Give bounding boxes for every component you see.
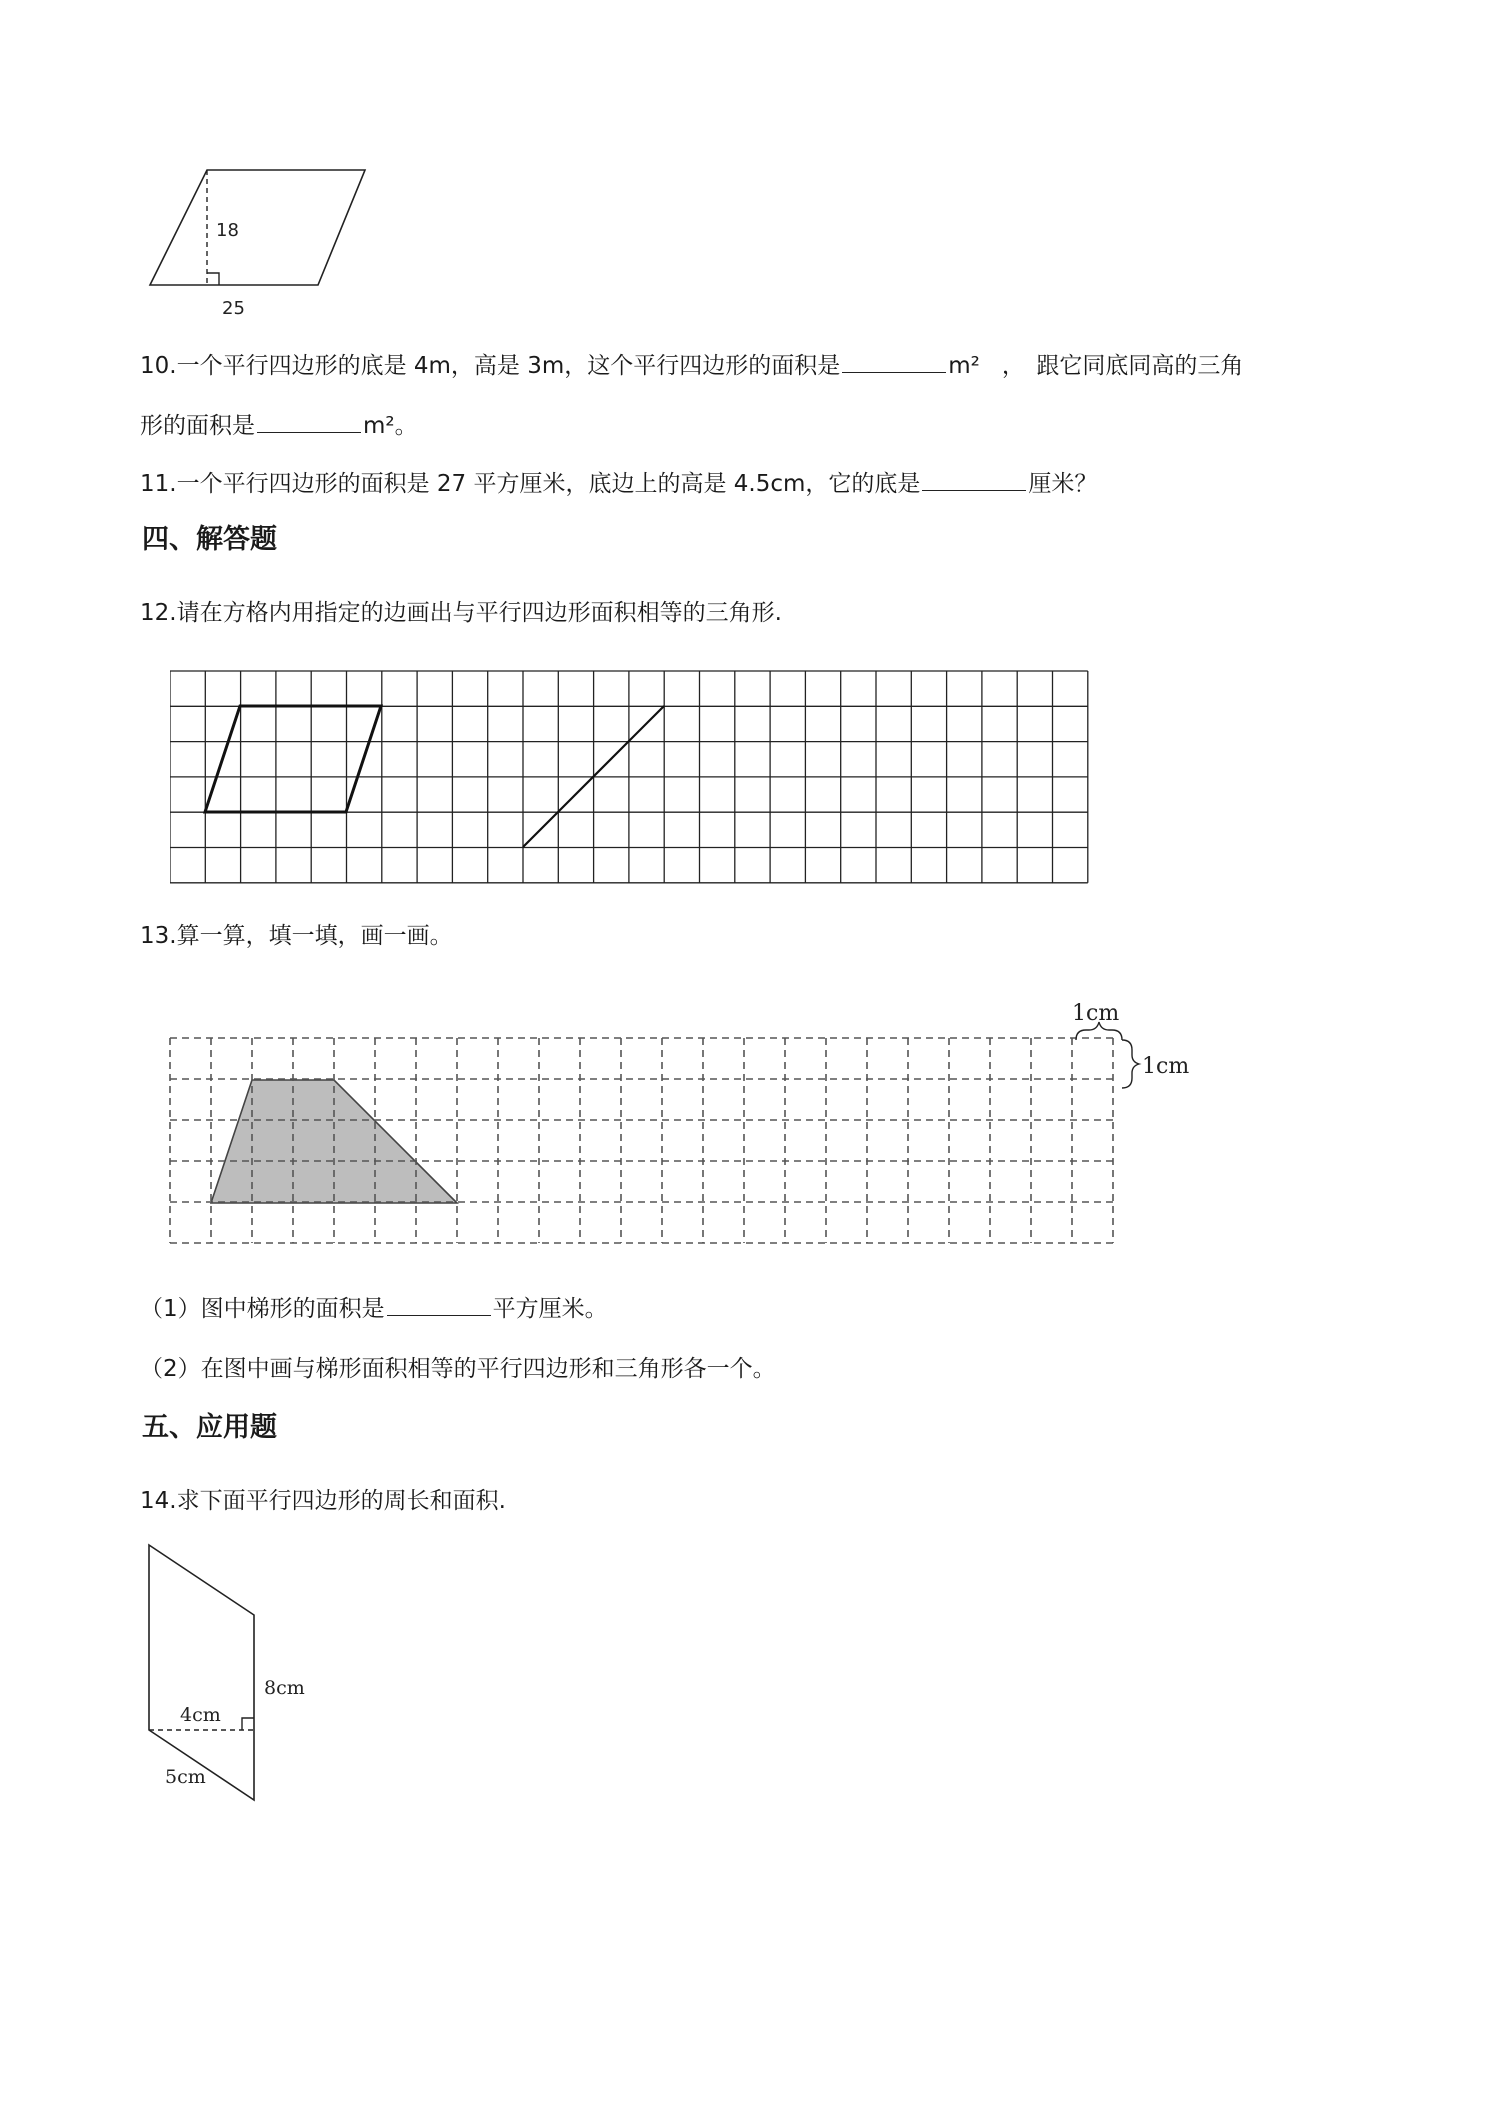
answer-blank-10b[interactable] — [257, 410, 361, 433]
right-angle-mark — [207, 273, 219, 285]
question-13: 13.算一算，填一填，画一画。 — [140, 923, 453, 949]
right-angle-mark — [242, 1718, 254, 1730]
question-10-line-2: 形的面积是 m²。 — [140, 410, 418, 442]
vertical-brace — [1122, 1040, 1139, 1088]
question-11: 11.一个平行四边形的面积是 27 平方厘米，底边上的高是 4.5cm，它的底是 厘米？ — [140, 468, 1097, 500]
section-5-title: 五、应用题 — [142, 1412, 277, 1443]
section-4-title: 四、解答题 — [142, 524, 277, 555]
height-label: 18 — [216, 220, 239, 241]
base-label: 5cm — [165, 1766, 206, 1788]
given-parallelogram — [205, 706, 381, 812]
question-13-sub-1: （1）图中梯形的面积是 平方厘米。 — [140, 1293, 608, 1325]
parallelogram-outline — [150, 170, 365, 285]
dashed-grid-figure-q13 — [160, 992, 1210, 1262]
answer-blank-10a[interactable] — [842, 350, 946, 373]
question-12: 12.请在方格内用指定的边画出与平行四边形面积相等的三角形. — [140, 600, 782, 626]
question-14: 14.求下面平行四边形的周长和面积. — [140, 1488, 506, 1514]
answer-blank-13[interactable] — [387, 1293, 491, 1316]
square-grid — [170, 671, 1088, 883]
scale-label-horizontal: 1cm — [1072, 1001, 1120, 1026]
side-label: 8cm — [264, 1677, 305, 1699]
parallelogram-outline — [149, 1545, 254, 1800]
parallelogram-figure-1 — [140, 160, 380, 325]
parallelogram-figure-q14 — [140, 1540, 320, 1810]
base-label: 25 — [222, 298, 245, 319]
grid-figure-q12 — [170, 665, 1100, 887]
scale-label-vertical: 1cm — [1142, 1054, 1190, 1079]
question-10-line-1: 10.一个平行四边形的底是 4m，高是 3m，这个平行四边形的面积是 m² ， 跟它同底同高的三角 — [140, 350, 1243, 382]
height-label: 4cm — [180, 1704, 221, 1726]
question-13-sub-2: （2）在图中画与梯形面积相等的平行四边形和三角形各一个。 — [140, 1356, 776, 1382]
answer-blank-11[interactable] — [922, 468, 1026, 491]
